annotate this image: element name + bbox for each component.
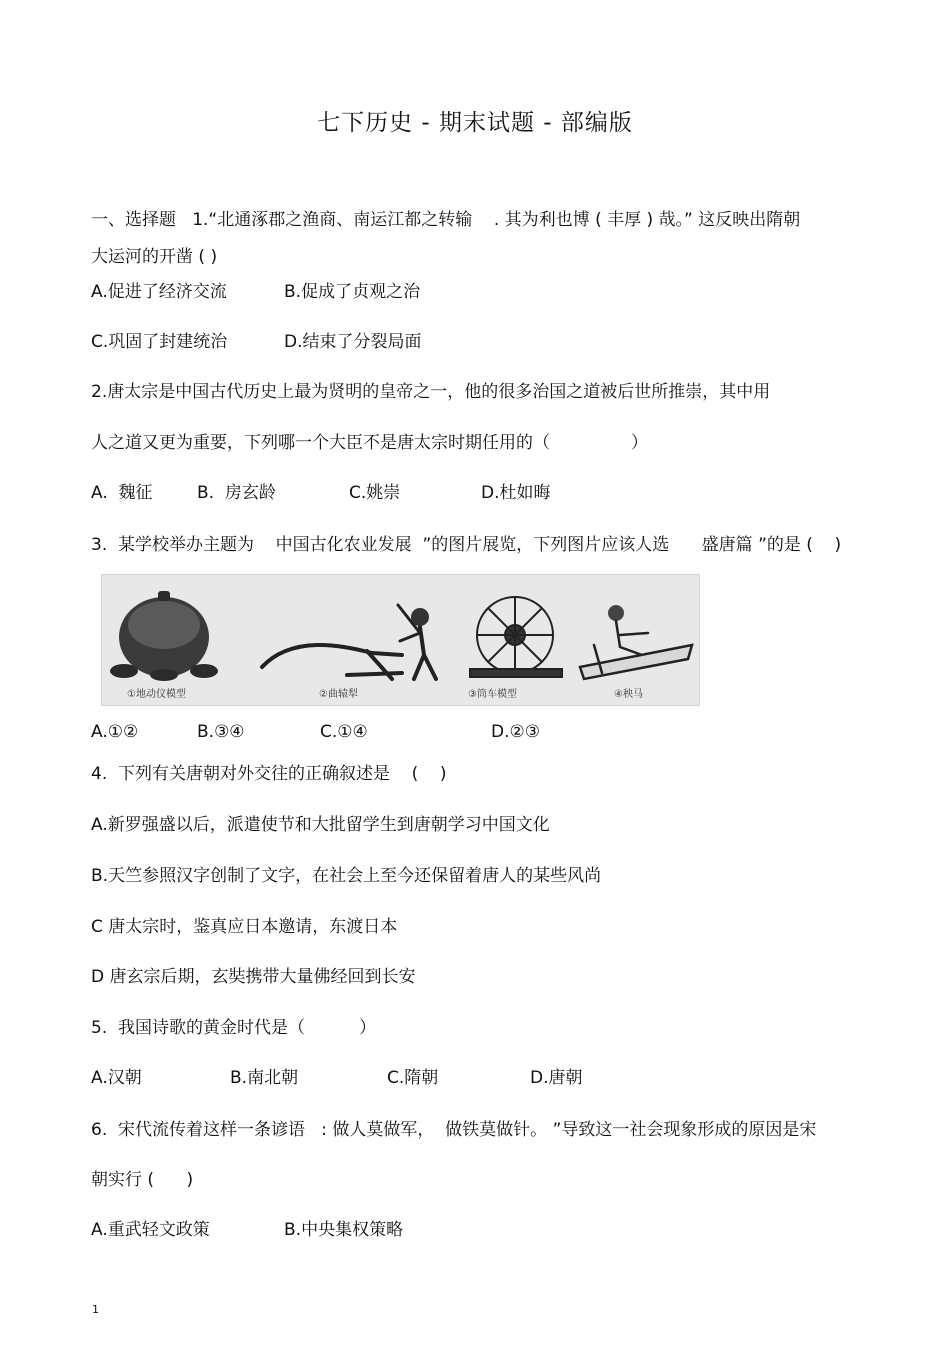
question-6-line-2: 朝实行 ( )	[91, 1170, 194, 1190]
question-3-option-b: B.③④	[197, 722, 245, 742]
question-3-option-a: A.①②	[91, 722, 139, 742]
figure-caption-4: ④秧马	[614, 689, 643, 700]
page-number: 1	[92, 1303, 99, 1316]
question-5-option-b: B.南北朝	[230, 1068, 299, 1088]
question-2-option-b: B. 房玄龄	[197, 483, 276, 503]
question-5-option-a: A.汉朝	[91, 1068, 142, 1088]
question-4-option-c: C 唐太宗时，鉴真应日本邀请，东渡日本	[91, 917, 398, 937]
question-4-line-1: 4. 下列有关唐朝对外交往的正确叙述是 ( )	[91, 764, 447, 784]
figure-caption-3: ③筒车模型	[468, 689, 517, 700]
question-3-line-1: 3. 某学校举办主题为 中国古化农业发展 ”的图片展览，下列图片应该人选 盛唐篇 ”的是 ( )	[91, 535, 842, 555]
question-4-option-b: B.天竺参照汉字创制了文字，在社会上至今还保留着唐人的某些风尚	[91, 866, 602, 886]
question-1-line-2: 大运河的开凿 ( )	[91, 247, 218, 267]
question-2-line-2: 人之道又更为重要，下列哪一个大臣不是唐太宗时期任用的（ ）	[91, 433, 649, 453]
figure-caption-2: ②曲辕犁	[319, 689, 358, 700]
figure-caption-1: ①地动仪模型	[127, 689, 186, 700]
question-2-option-d: D.杜如晦	[481, 483, 551, 503]
question-2-option-a: A. 魏征	[91, 483, 153, 503]
agriculture-figure	[101, 574, 700, 706]
page-title: 七下历史 - 期末试题 - 部编版	[317, 110, 633, 136]
question-1-option-d: D.结束了分裂局面	[284, 332, 422, 352]
question-2-option-c: C.姚崇	[349, 483, 401, 503]
question-2-line-1: 2.唐太宗是中国古代历史上最为贤明的皇帝之一，他的很多治国之道被后世所推崇，其中用	[91, 382, 771, 402]
question-3-option-d: D.②③	[491, 722, 540, 742]
question-4-option-a: A.新罗强盛以后，派遣使节和大批留学生到唐朝学习中国文化	[91, 815, 550, 835]
question-6-line-1: 6. 宋代流传着这样一条谚语 : 做人莫做军， 做铁莫做针。 ”导致这一社会现象形成的原因是宋	[91, 1120, 817, 1140]
question-5-line-1: 5. 我国诗歌的黄金时代是（ ）	[91, 1018, 377, 1038]
question-4-option-d: D 唐玄宗后期，玄奘携带大量佛经回到长安	[91, 967, 416, 987]
question-3-option-c: C.①④	[320, 722, 368, 742]
question-5-option-c: C.隋朝	[387, 1068, 439, 1088]
question-1-line-1: 一、选择题 1.“北通涿郡之渔商、南运江都之转输 . 其为利也博 ( 丰厚 ) 哉。” 这反映出隋朝	[91, 210, 801, 230]
question-1-option-c: C.巩固了封建统治	[91, 332, 228, 352]
question-5-option-d: D.唐朝	[530, 1068, 583, 1088]
question-1-option-a: A.促进了经济交流	[91, 282, 227, 302]
question-6-option-a: A.重武轻文政策	[91, 1220, 210, 1240]
question-6-option-b: B.中央集权策略	[284, 1220, 404, 1240]
question-1-option-b: B.促成了贞观之治	[284, 282, 421, 302]
agriculture-illustrations	[102, 575, 699, 705]
